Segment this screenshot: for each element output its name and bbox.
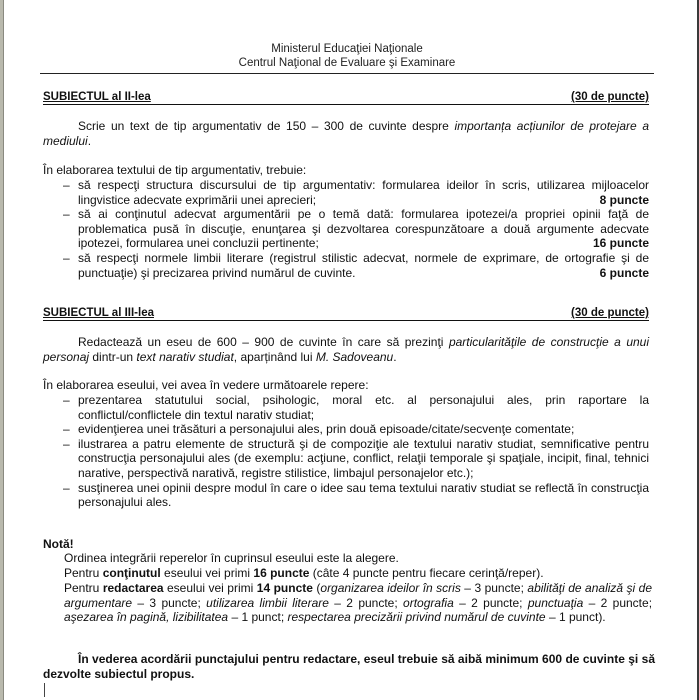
dash-bullet: –: [63, 393, 70, 407]
subject-3-intro: În elaborarea eseului, vei avea în vedere următoarele repere:: [43, 378, 369, 392]
subject-3-prompt: Redactează un eseu de 600 – 900 de cuvinte în care să prezinţi particularităţile de construcţie a unui personaj dintr-un text narativ studiat, aparținând lui M. Sadoveanu.: [43, 335, 649, 364]
note-line-order: Ordinea integrării reperelor în cuprinsul eseului este la alegere.: [64, 551, 399, 565]
requirement-item: – să ai conţinutul adecvat argumentării pe o temă dată: formularea ipotezei/a propriei opinii faţă de problematica pusă în discuţie, enunţarea şi dezvoltarea corespunzătoare a două argumente adecvate ipotezei, formularea unei concluzii pertinente; 16 puncte: [63, 207, 649, 251]
subject-2-prompt: Scrie un text de tip argumentativ de 150 – 300 de cuvinte despre importanța acțiunilor de protejare a mediului.: [43, 119, 650, 148]
subject-2-intro: În elaborarea textului de tip argumentativ, trebuie:: [43, 163, 307, 177]
requirement-points: 16 puncte: [592, 236, 649, 251]
document-header: [40, 42, 654, 70]
note-line-editing: Pentru redactarea eseului vei primi 14 puncte (organizarea ideilor în scris – 3 puncte; abilităţi de analiză şi de argumentare – 3 puncte; utilizarea limbii literare – 2 puncte; ortografia – 2 puncte; punctuaţia – 2 puncte; aşezarea în pagină, lizibilitatea – 1 punct; respectarea precizării privind numărul de cuvinte – 1 punct).: [64, 581, 653, 625]
dash-bullet: –: [63, 250, 70, 265]
header-divider: [40, 73, 654, 74]
dash-bullet: –: [63, 436, 70, 451]
subject-3-heading: [43, 306, 649, 321]
note-title: Notă!: [43, 537, 74, 551]
subject-2-points: (30 de puncte): [571, 91, 649, 103]
landmark-item: – ilustrarea a patru elemente de structură şi de compoziţie ale textului narativ studiat, semnificative pentru construcţia personajului ales (de exemplu: acţiune, conflict, relaţii temporale şi spaţiale, incipit, final, tehnici narative, perspectivă narativă, registre stilistice, limbajul personajelor etc.);: [63, 436, 649, 480]
header-ministry: Ministerul Educaţiei Naţionale: [271, 43, 423, 55]
dash-bullet: –: [63, 178, 70, 192]
subject-2-requirements: [43, 178, 649, 280]
subject-2-title: SUBIECTUL al II-lea: [43, 91, 151, 103]
dash-bullet: –: [63, 207, 70, 222]
subject-3-points: (30 de puncte): [571, 307, 649, 319]
landmark-item: – prezentarea statutului social, psihologic, moral etc. al personajului ales, prin raportare la conflictul/conflictele din textul narativ studiat;: [63, 393, 649, 422]
requirement-item: – să respecţi normele limbii literare (registrul stilistic adecvat, normele de exprimare, de ortografie şi de punctuaţie) şi precizarea privind numărul de cuvinte. 6 puncte: [63, 250, 649, 280]
header-center: Centrul Naţional de Evaluare şi Examinare: [238, 57, 456, 69]
dash-bullet: –: [63, 422, 70, 437]
requirement-points: 8 puncte: [599, 192, 649, 207]
requirement-item: – să respecţi structura discursului de tip argumentativ: formularea ideilor în scris, utilizarea mijloacelor lingvistice adecvate exprimării unei aprecieri; 8 puncte: [63, 178, 649, 207]
dash-bullet: –: [63, 480, 70, 495]
requirement-points: 6 puncte: [599, 265, 649, 280]
landmark-item: – evidenţierea unei trăsături a personajului ales, prin două episoade/citate/secvenţe comentate;: [63, 422, 575, 437]
text-cursor: [44, 683, 45, 697]
note-line-content: Pentru conţinutul eseului vei primi 16 puncte (câte 4 puncte pentru fiecare cerinţă/reper).: [64, 566, 544, 580]
subject-2-heading: [43, 90, 649, 105]
subject-3-landmarks: [43, 393, 649, 510]
landmark-item: – susţinerea unei opinii despre modul în care o idee sau tema textului narativ studiat se reflectă în construcţia personajului ales.: [63, 480, 649, 510]
subject-3-title: SUBIECTUL al III-lea: [43, 307, 154, 319]
final-requirement: În vederea acordării punctajului pentru redactare, eseul trebuie să aibă minimum 600 de cuvinte şi să dezvolte subiectul propus.: [43, 652, 655, 681]
